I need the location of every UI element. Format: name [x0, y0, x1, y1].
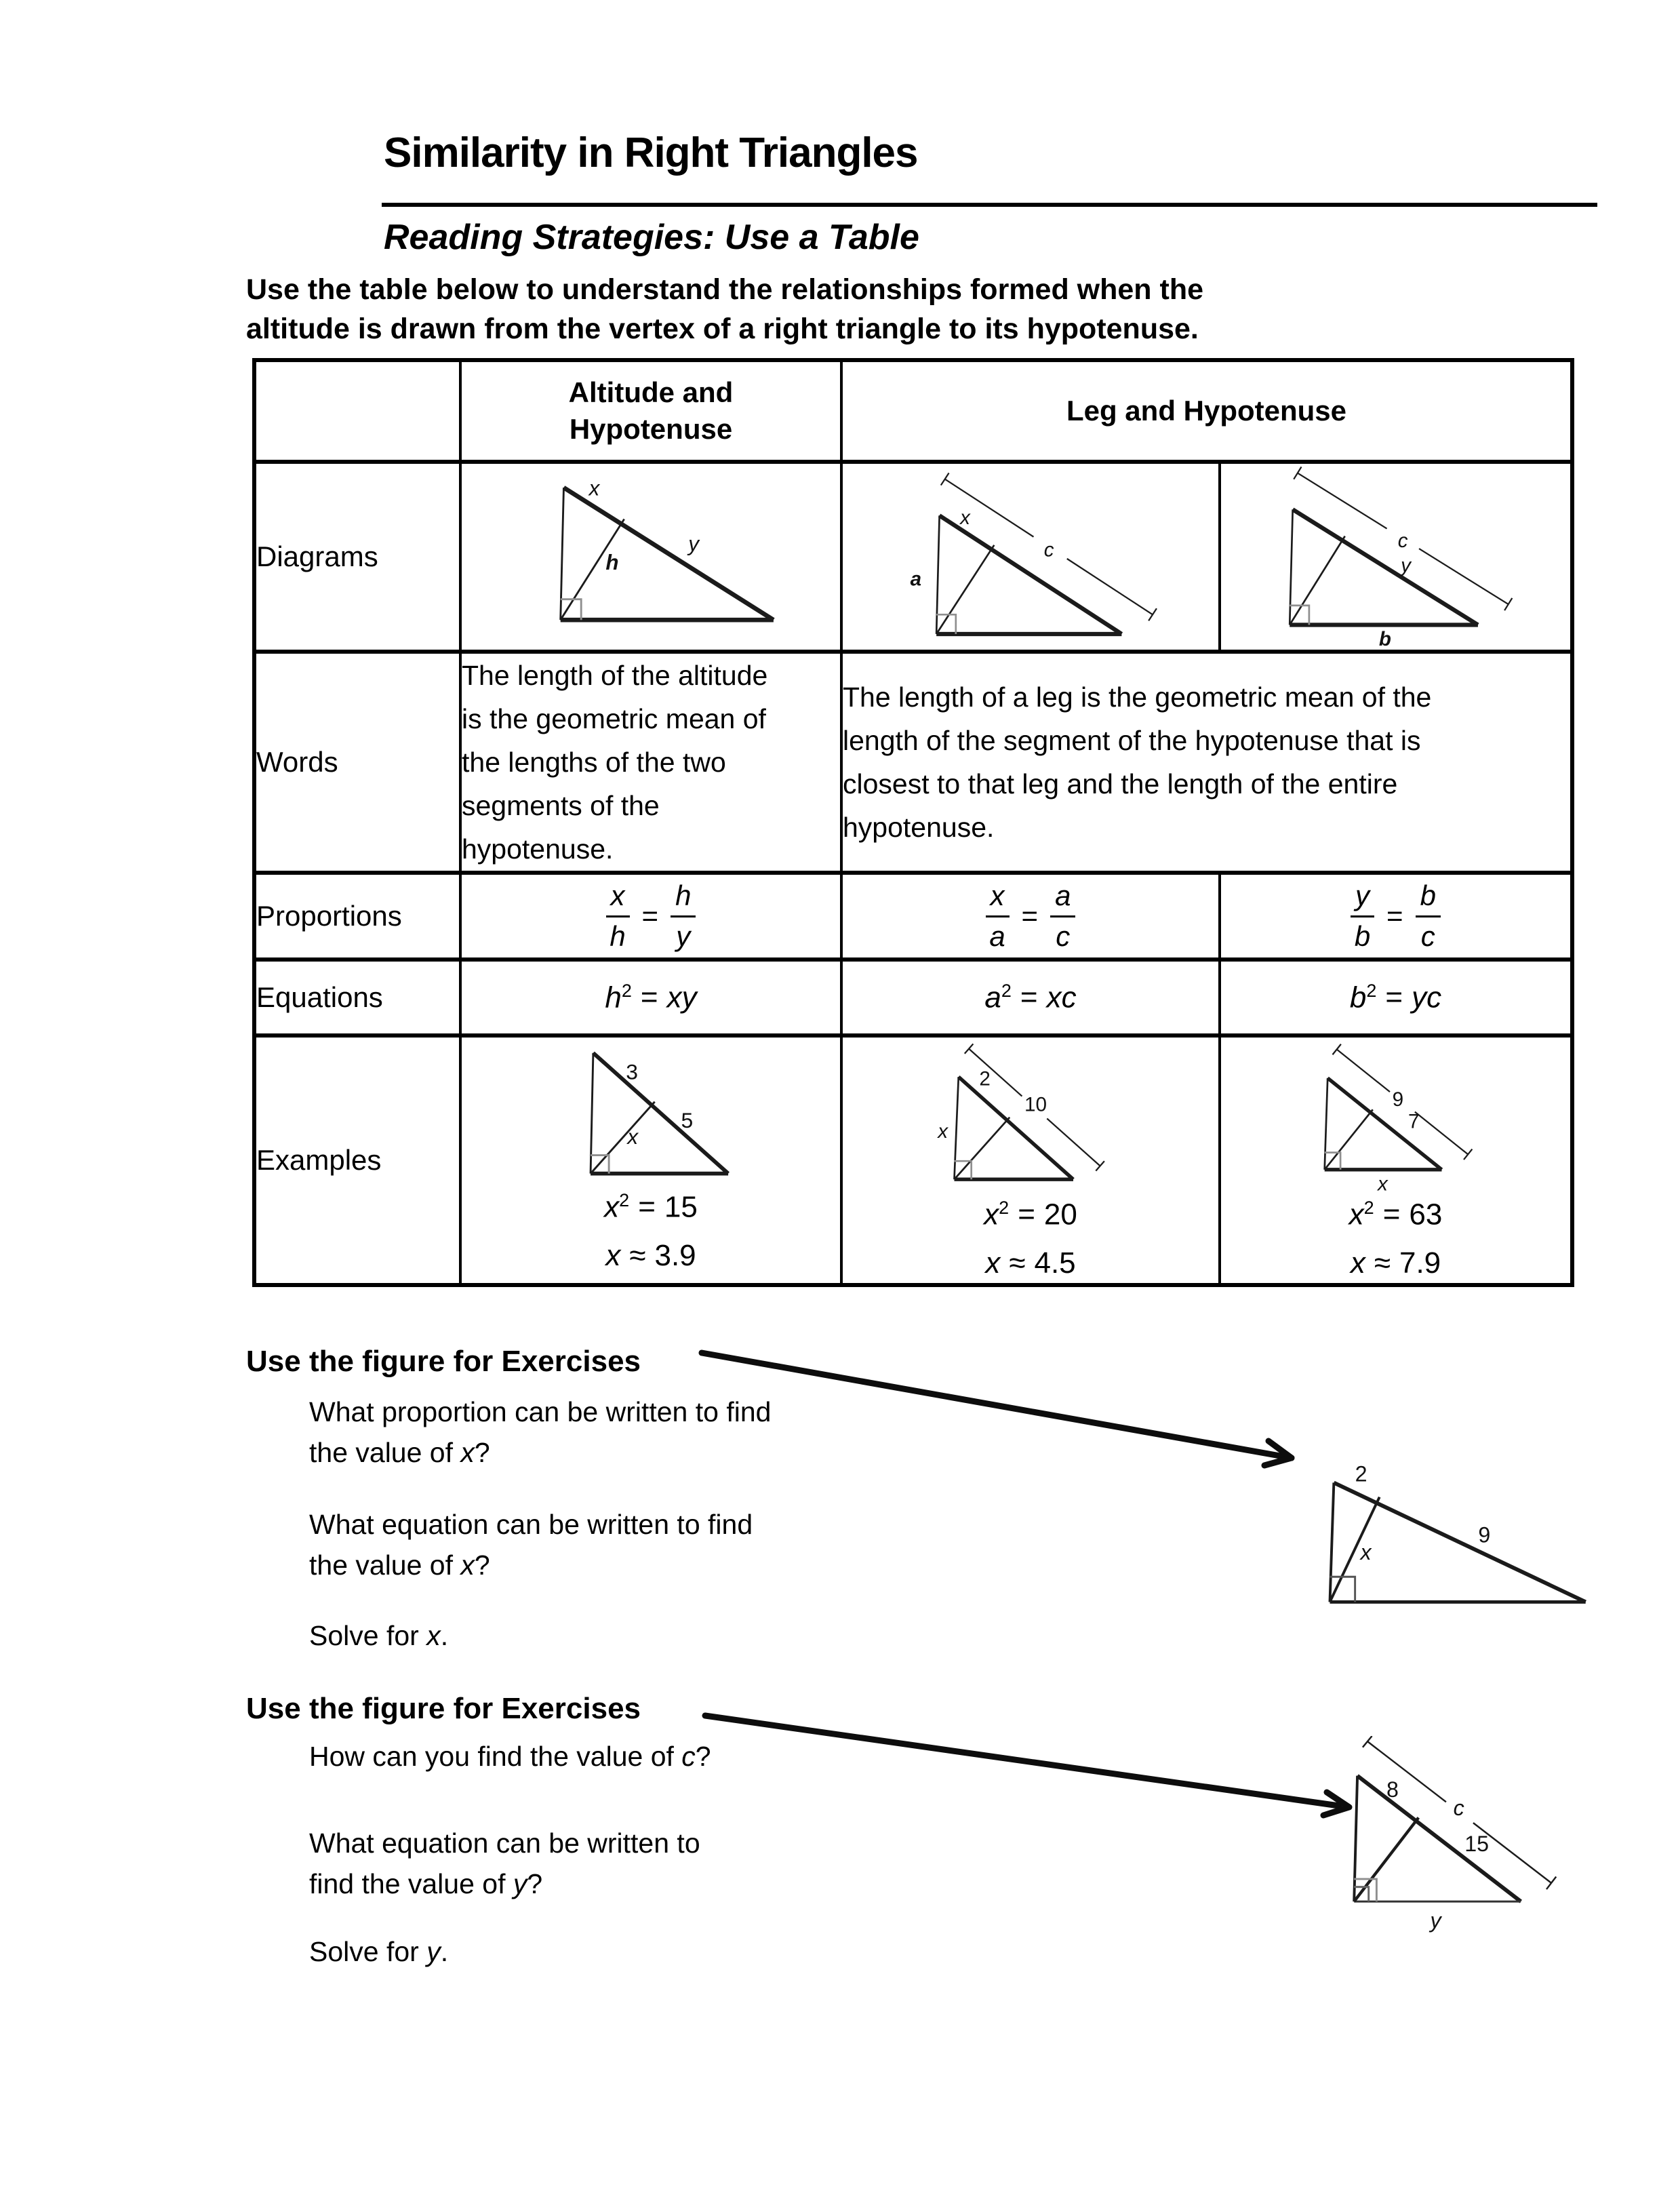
row-label-words: Words: [254, 652, 460, 873]
exercise-1-question-3: Solve for x.: [309, 1620, 449, 1651]
label-dim: 9: [1392, 1088, 1403, 1111]
exercise-1-question-2: What equation can be written to find the value of x?: [309, 1509, 753, 1581]
equation-leg-a: $a^2$ = xc: [984, 980, 1077, 1014]
table-header-row: [254, 360, 1572, 462]
words-altitude-text: The length of the altitude is the geometric mean of the lengths of the two segments of the hypotenuse.: [462, 660, 768, 865]
label-hyp-lower: y: [688, 531, 699, 555]
label-altitude: h: [605, 550, 619, 574]
label-base: x: [1377, 1172, 1388, 1193]
exercise-2-question-3: Solve for y.: [309, 1936, 449, 1967]
label-base-y: y: [1430, 1908, 1441, 1933]
arrow-to-figure-1: [695, 1346, 1319, 1482]
label-hyp-upper: 8: [1386, 1777, 1399, 1802]
exercise-2-question-2: What equation can be written to find the value of y?: [309, 1828, 700, 1899]
words-altitude-cell: [460, 652, 841, 873]
example-leg-b-triangle: [1292, 1040, 1500, 1193]
diagram-altitude-cell: [460, 462, 841, 652]
example-leg-b-solution: x ≈ 7.9: [1350, 1246, 1441, 1280]
example-leg-a-triangle: [927, 1040, 1134, 1193]
diagram-leg-b-cell: [1220, 462, 1572, 652]
relationships-table: [252, 358, 1574, 1287]
proportion-leg-a-cell: [841, 873, 1220, 960]
row-label-proportions: Proportions: [254, 873, 460, 960]
example-leg-a-solution: x ≈ 4.5: [985, 1246, 1076, 1280]
page-title: Similarity in Right Triangles: [384, 130, 918, 176]
equation-altitude-cell: [460, 960, 841, 1035]
equation-leg-a-cell: [841, 960, 1220, 1035]
label-hyp-lower: 7: [1407, 1110, 1420, 1133]
label-hyp-lower: 9: [1478, 1522, 1491, 1547]
header-altitude: Altitude and Hypotenuse: [460, 360, 841, 462]
example-altitude-triangle: [553, 1048, 749, 1185]
proportion-leg-b: $\frac{y}{b}$ = $\frac{b}{c}$: [1221, 880, 1570, 951]
words-row: [254, 652, 1572, 873]
label-dim-c: c: [1043, 538, 1054, 561]
label-hyp-upper: x: [960, 506, 970, 529]
exercise-1-heading: Use the figure for Exercises: [246, 1345, 641, 1378]
proportion-altitude: $\frac{x}{h}$ = $\frac{h}{y}$: [462, 880, 840, 951]
label-dim: 10: [1024, 1093, 1047, 1116]
altitude-triangle-diagram: [515, 475, 786, 636]
header-empty-cell: [254, 360, 460, 462]
label-leg: x: [938, 1120, 948, 1143]
label-hyp-upper: 3: [626, 1059, 639, 1084]
diagram-leg-a-cell: [841, 462, 1220, 652]
label-altitude: x: [1360, 1539, 1372, 1564]
exercise-2-figure: [1332, 1736, 1610, 1935]
equation-altitude: $h^2$ = xy: [605, 980, 697, 1014]
words-leg-text: The length of a leg is the geometric mean of the length of the segment of the hypotenuse that is closest to that leg and the length of the entire hypotenuse.: [843, 682, 1432, 843]
arrow-to-figure-2: [698, 1705, 1363, 1824]
label-dim-c: c: [1397, 529, 1407, 552]
equation-leg-b-cell: [1220, 960, 1572, 1035]
proportion-leg-a: $\frac{x}{a}$ = $\frac{a}{c}$: [843, 880, 1218, 951]
leg-b-triangle-diagram: [1250, 464, 1542, 646]
leg-a-triangle-diagram: [885, 464, 1176, 646]
equation-leg-b: $b^2$ = yc: [1349, 980, 1442, 1014]
proportion-altitude-cell: [460, 873, 841, 960]
label-hyp-upper: 2: [1355, 1461, 1367, 1486]
proportion-leg-b-cell: [1220, 873, 1572, 960]
exercise-2-question-1: How can you find the value of c?: [309, 1741, 711, 1772]
row-label-equations: Equations: [254, 960, 460, 1035]
title-underline: [382, 203, 1597, 207]
examples-row: [254, 1035, 1572, 1285]
page-subtitle: Reading Strategies: Use a Table: [384, 218, 919, 257]
proportions-row: [254, 873, 1572, 960]
label-hyp-upper: 2: [979, 1067, 991, 1090]
intro-text: [246, 270, 1203, 349]
exercise-1-figure: [1315, 1461, 1607, 1621]
diagrams-row: [254, 462, 1572, 652]
label-hyp-lower: 15: [1464, 1831, 1490, 1856]
label-hyp-lower: y: [1400, 554, 1411, 577]
example-altitude-solution: x ≈ 3.9: [605, 1239, 696, 1273]
label-altitude: x: [627, 1124, 639, 1149]
label-dim-c: c: [1453, 1796, 1464, 1821]
label-leg-a: a: [910, 568, 922, 591]
equations-row: [254, 960, 1572, 1035]
row-label-diagrams: Diagrams: [254, 462, 460, 652]
intro-line-2: altitude is drawn from the vertex of a right triangle to its hypotenuse.: [246, 313, 1199, 345]
label-hyp-upper: x: [588, 475, 600, 500]
example-altitude-cell: [460, 1035, 841, 1285]
example-leg-b-cell: [1220, 1035, 1572, 1285]
example-altitude-equation: $x^2 = 15$: [604, 1189, 698, 1224]
example-leg-a-cell: [841, 1035, 1220, 1285]
words-leg-cell: [841, 652, 1572, 873]
label-hyp-lower: 5: [681, 1107, 694, 1132]
example-leg-b-equation: $x^2 = 63$: [1349, 1197, 1443, 1231]
header-leg: Leg and Hypotenuse: [841, 360, 1572, 462]
intro-line-1: Use the table below to understand the relationships formed when the: [246, 273, 1204, 306]
exercise-2-heading: Use the figure for Exercises: [246, 1692, 641, 1725]
example-leg-a-equation: $x^2 = 20$: [984, 1197, 1077, 1231]
exercise-1-question-1: What proportion can be written to find the value of x?: [309, 1396, 772, 1468]
row-label-examples: Examples: [254, 1035, 460, 1285]
label-base-b: b: [1378, 627, 1391, 646]
